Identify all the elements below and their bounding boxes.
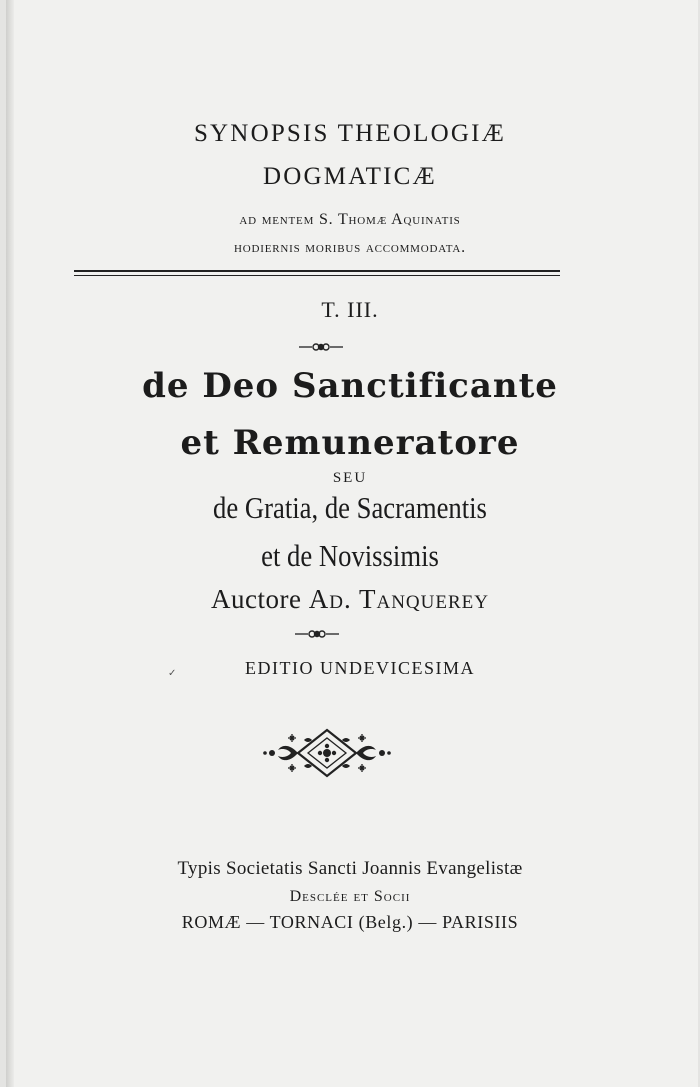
small-ornament-icon (293, 627, 341, 641)
ink-mark: ✓ (168, 668, 177, 679)
author-line (0, 584, 700, 615)
main-title-line1: de Deo Sanctificante (142, 366, 558, 406)
series-title-line2: DOGMATICÆ (263, 163, 437, 190)
edition-statement: EDITIO UNDEVICESIMA (245, 658, 475, 678)
alt-title-line1: de Gratia, de Sacramentis (213, 490, 487, 525)
alt-title-line2: et de Novissimis (261, 538, 439, 573)
volume-number: T. III. (321, 297, 379, 322)
publisher-line2: Desclée et Socii (289, 888, 411, 905)
double-rule-bottom (74, 275, 560, 276)
series-subtitle-line1: ad mentem S. Thomæ Aquinatis (239, 211, 461, 228)
author-name: Ad. Tanquerey (308, 584, 489, 614)
fleuron-ornament-icon (260, 726, 394, 780)
publisher-line3: ROMÆ — TORNACI (Belg.) — PARISIIS (181, 912, 519, 932)
author-prefix: Auctore (211, 584, 302, 614)
publisher-line1: Typis Societatis Sancti Joannis Evangelistæ (177, 858, 523, 879)
main-title-line2: et Remuneratore (180, 423, 520, 463)
series-subtitle-line2: hodiernis moribus accommodata. (234, 239, 466, 256)
double-rule-top (74, 270, 560, 272)
title-connector: SEU (332, 470, 368, 486)
small-ornament-icon (297, 340, 345, 354)
series-title-line1: SYNOPSIS THEOLOGIÆ (193, 120, 507, 147)
